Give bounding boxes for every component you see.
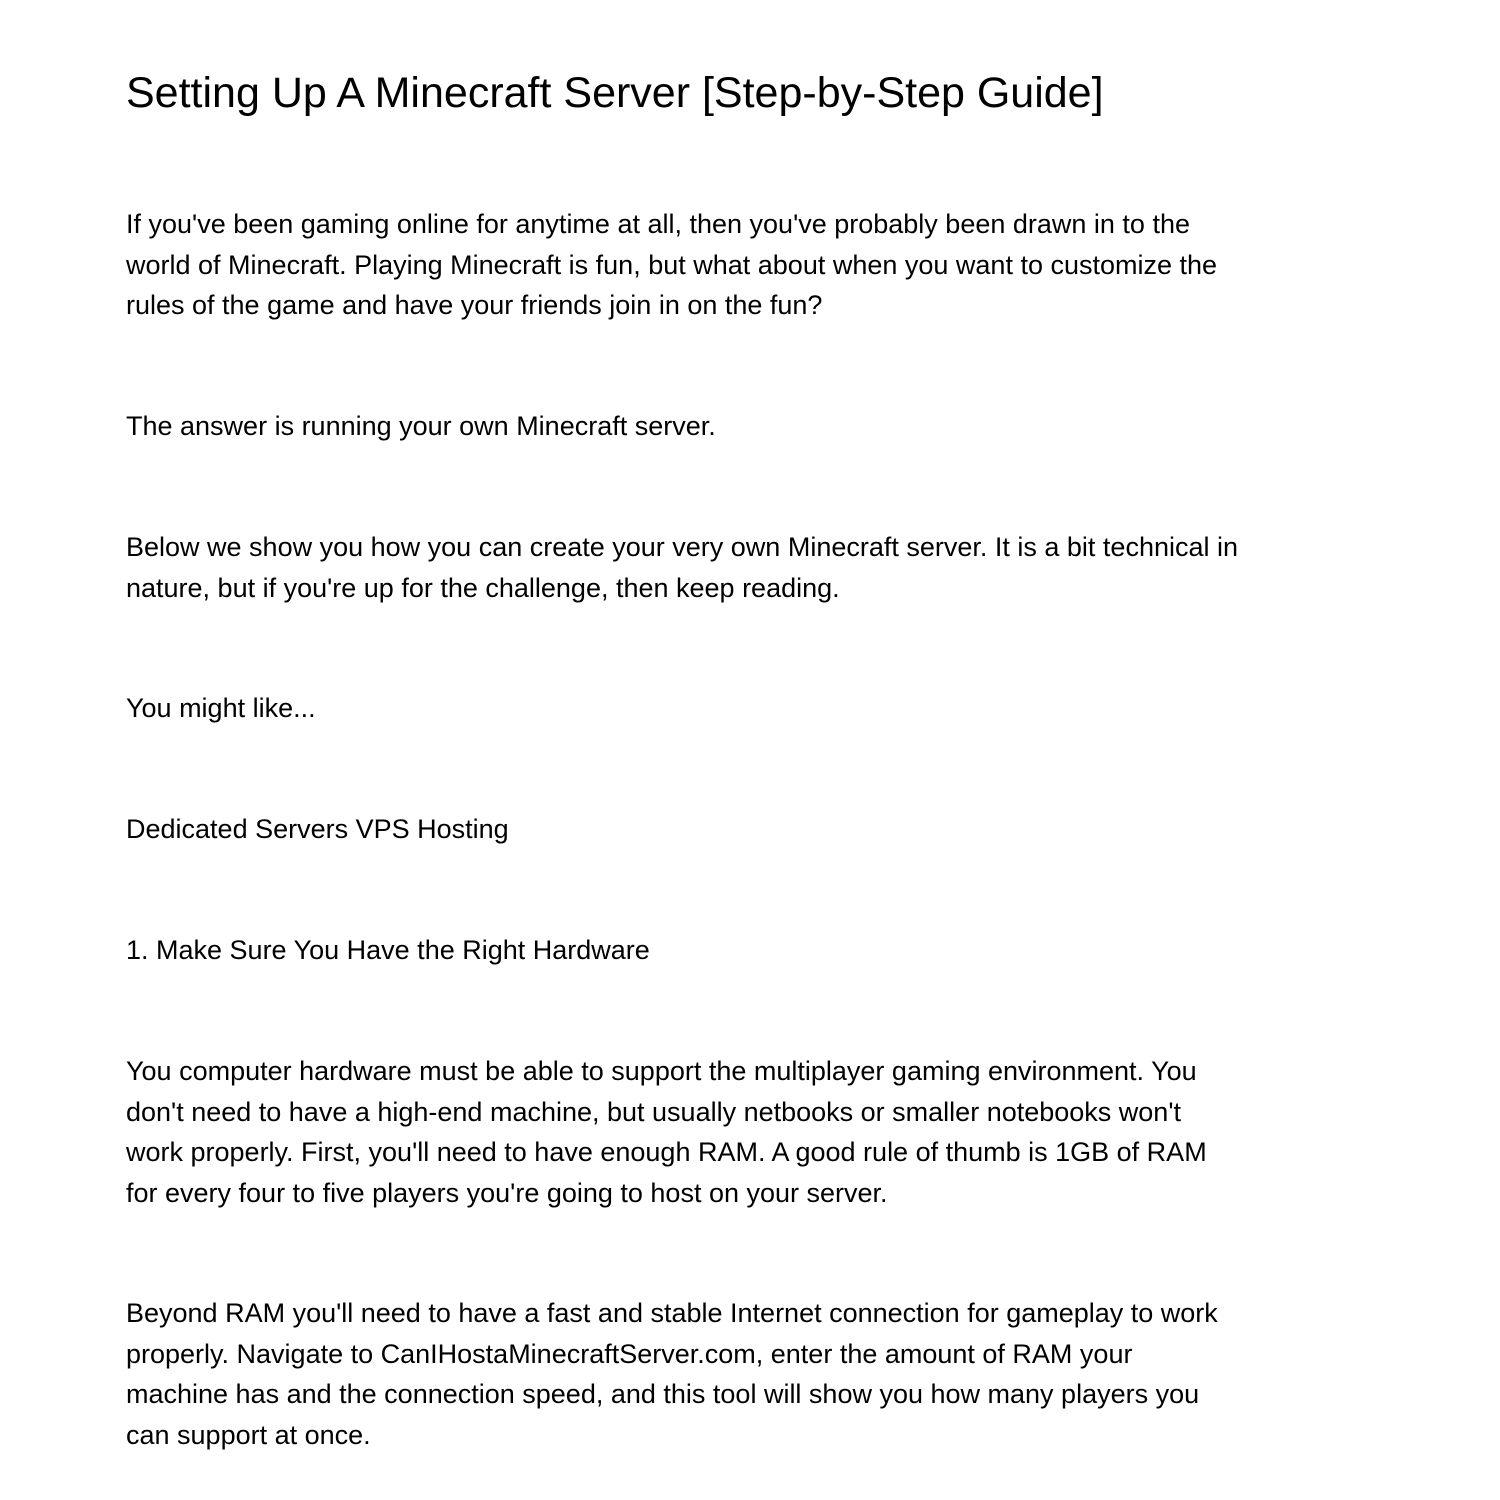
text-line: properly. Navigate to CanIHostaMinecraftServer.com, enter the amount of RAM your: [126, 1338, 1133, 1369]
text-line: don't need to have a high-end machine, but usually netbooks or smaller notebooks won't: [126, 1096, 1181, 1127]
text-line: for every four to five players you're going to host on your server.: [126, 1177, 888, 1208]
answer-paragraph: [126, 406, 1396, 447]
you-might-like-paragraph: [126, 688, 1396, 729]
hardware-paragraph: [126, 1051, 1396, 1213]
hosting-paragraph: [126, 809, 1396, 850]
text-line: Beyond RAM you'll need to have a fast and stable Internet connection for gameplay to work: [126, 1298, 1218, 1328]
page-title: Setting Up A Minecraft Server [Step-by-Step Guide]: [126, 69, 1104, 117]
text-line: You might like...: [126, 693, 316, 723]
text-line: Below we show you how you can create your very own Minecraft server. It is a bit technical in: [126, 532, 1239, 562]
text-line: The answer is running your own Minecraft server.: [126, 411, 716, 441]
text-line: machine has and the connection speed, and this tool will show you how many players you: [126, 1379, 1200, 1409]
text-line: work properly. First, you'll need to have enough RAM. A good rule of thumb is 1GB of RAM: [126, 1137, 1207, 1167]
internet-paragraph: [126, 1293, 1396, 1455]
text-line: You computer hardware must be able to support the multiplayer gaming environment. You: [126, 1056, 1197, 1086]
text-line: nature, but if you're up for the challenge, then keep reading.: [126, 572, 840, 603]
text-line: If you've been gaming online for anytime at all, then you've probably been drawn in to the: [126, 209, 1190, 239]
text-line: 1. Make Sure You Have the Right Hardware: [126, 935, 650, 965]
text-line: can support at once.: [126, 1419, 371, 1450]
text-line: Dedicated Servers VPS Hosting: [126, 814, 509, 844]
text-line: rules of the game and have your friends join in on the fun?: [126, 290, 823, 320]
text-line: world of Minecraft. Playing Minecraft is fun, but what about when you want to customize the: [126, 249, 1218, 280]
section-heading-hardware: [126, 930, 1396, 971]
intro-paragraph: [126, 204, 1396, 326]
below-paragraph: [126, 527, 1396, 608]
